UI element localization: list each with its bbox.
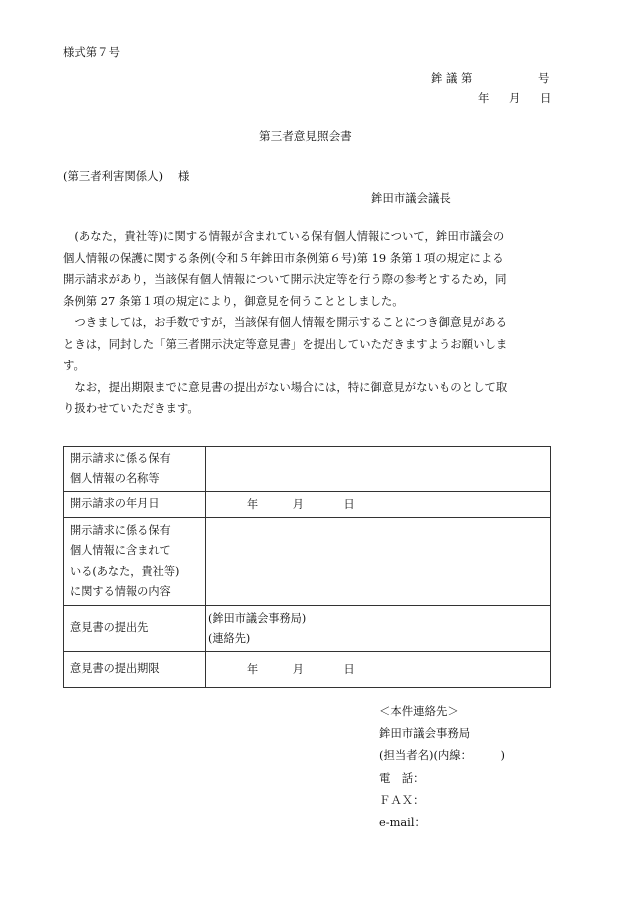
table-row [64, 492, 551, 518]
document-title: 第三者意見照会書 [259, 129, 352, 143]
date-day: 日 [540, 91, 552, 105]
label-request-date: 開示請求の年月日 [64, 492, 206, 518]
value-information-content[interactable] [206, 518, 551, 606]
table-row [64, 518, 551, 606]
body-line: つきましては，お手数ですが，当該保有個人情報を開示することにつき御意見がある [63, 315, 508, 329]
date-month: 月 [509, 91, 521, 105]
value-submission-deadline[interactable] [206, 652, 551, 688]
body-line: ときは，同封した「第三者開示決定等意見書」を提出していただきますようお願いしま [63, 336, 508, 351]
value-document-name[interactable] [206, 447, 551, 492]
destination-office: (鉾田市議会事務局) [208, 611, 307, 625]
deadline-day: 日 [343, 662, 355, 676]
body-line: 条例第 27 条第１項の規定により，御意見を伺うこととしました。 [63, 293, 404, 308]
label-submission-deadline: 意見書の提出期限 [64, 652, 206, 688]
date-year: 年 [478, 91, 490, 105]
addressee: (第三者利害関係人) 様 [63, 169, 190, 183]
deadline-month: 月 [292, 662, 304, 676]
contact-person: (担当者名)(内線： ) [379, 748, 505, 763]
label-submission-destination: 意見書の提出先 [64, 606, 206, 652]
body-line: 個人情報の保護に関する条例(令和５年鉾田市条例第６号)第 19 条第１項の規定による [63, 250, 504, 265]
form-number: 様式第７号 [63, 45, 120, 59]
table-row [64, 652, 551, 688]
table-row [64, 606, 551, 652]
label-information-content: 開示請求に係る保有 個人情報に含まれて いる(あなた，貴社等) に関する情報の内容 [64, 518, 206, 606]
destination-contact: (連絡先) [208, 631, 251, 645]
value-submission-destination [206, 606, 551, 652]
document-number-prefix: 鉾 議 第 [431, 71, 473, 85]
deadline-year: 年 [247, 662, 259, 676]
request-date-day: 日 [343, 497, 355, 511]
label-document-name: 開示請求に係る保有 個人情報の名称等 [64, 447, 206, 492]
contact-fax: ＦＡＸ： [379, 792, 425, 807]
table-row [64, 447, 551, 492]
body-line: す。 [63, 358, 85, 372]
request-date-year: 年 [247, 497, 259, 511]
contact-block [379, 700, 505, 833]
contact-tel: 電 話： [379, 770, 425, 785]
request-date-month: 月 [292, 497, 304, 511]
contact-email: e-mail： [379, 815, 426, 830]
value-request-date[interactable] [206, 492, 551, 518]
body-line: 開示請求があり，当該保有個人情報について開示決定等を行う際の参考とするため，同 [63, 272, 507, 286]
body-text [63, 226, 553, 420]
sender: 鉾田市議会議長 [371, 191, 451, 205]
contact-heading: ＜本件連絡先＞ [379, 704, 459, 718]
body-line: なお，提出期限までに意見書の提出がない場合には，特に御意見がないものとして取 [63, 379, 508, 394]
body-line: り扱わせていただきます。 [63, 401, 199, 415]
information-table [63, 446, 551, 688]
contact-office: 鉾田市議会事務局 [379, 726, 471, 741]
document-number-suffix: 号 [538, 71, 550, 85]
body-line: (あなた，貴社等)に関する情報が含まれている保有個人情報について，鉾田市議会の [63, 229, 505, 243]
